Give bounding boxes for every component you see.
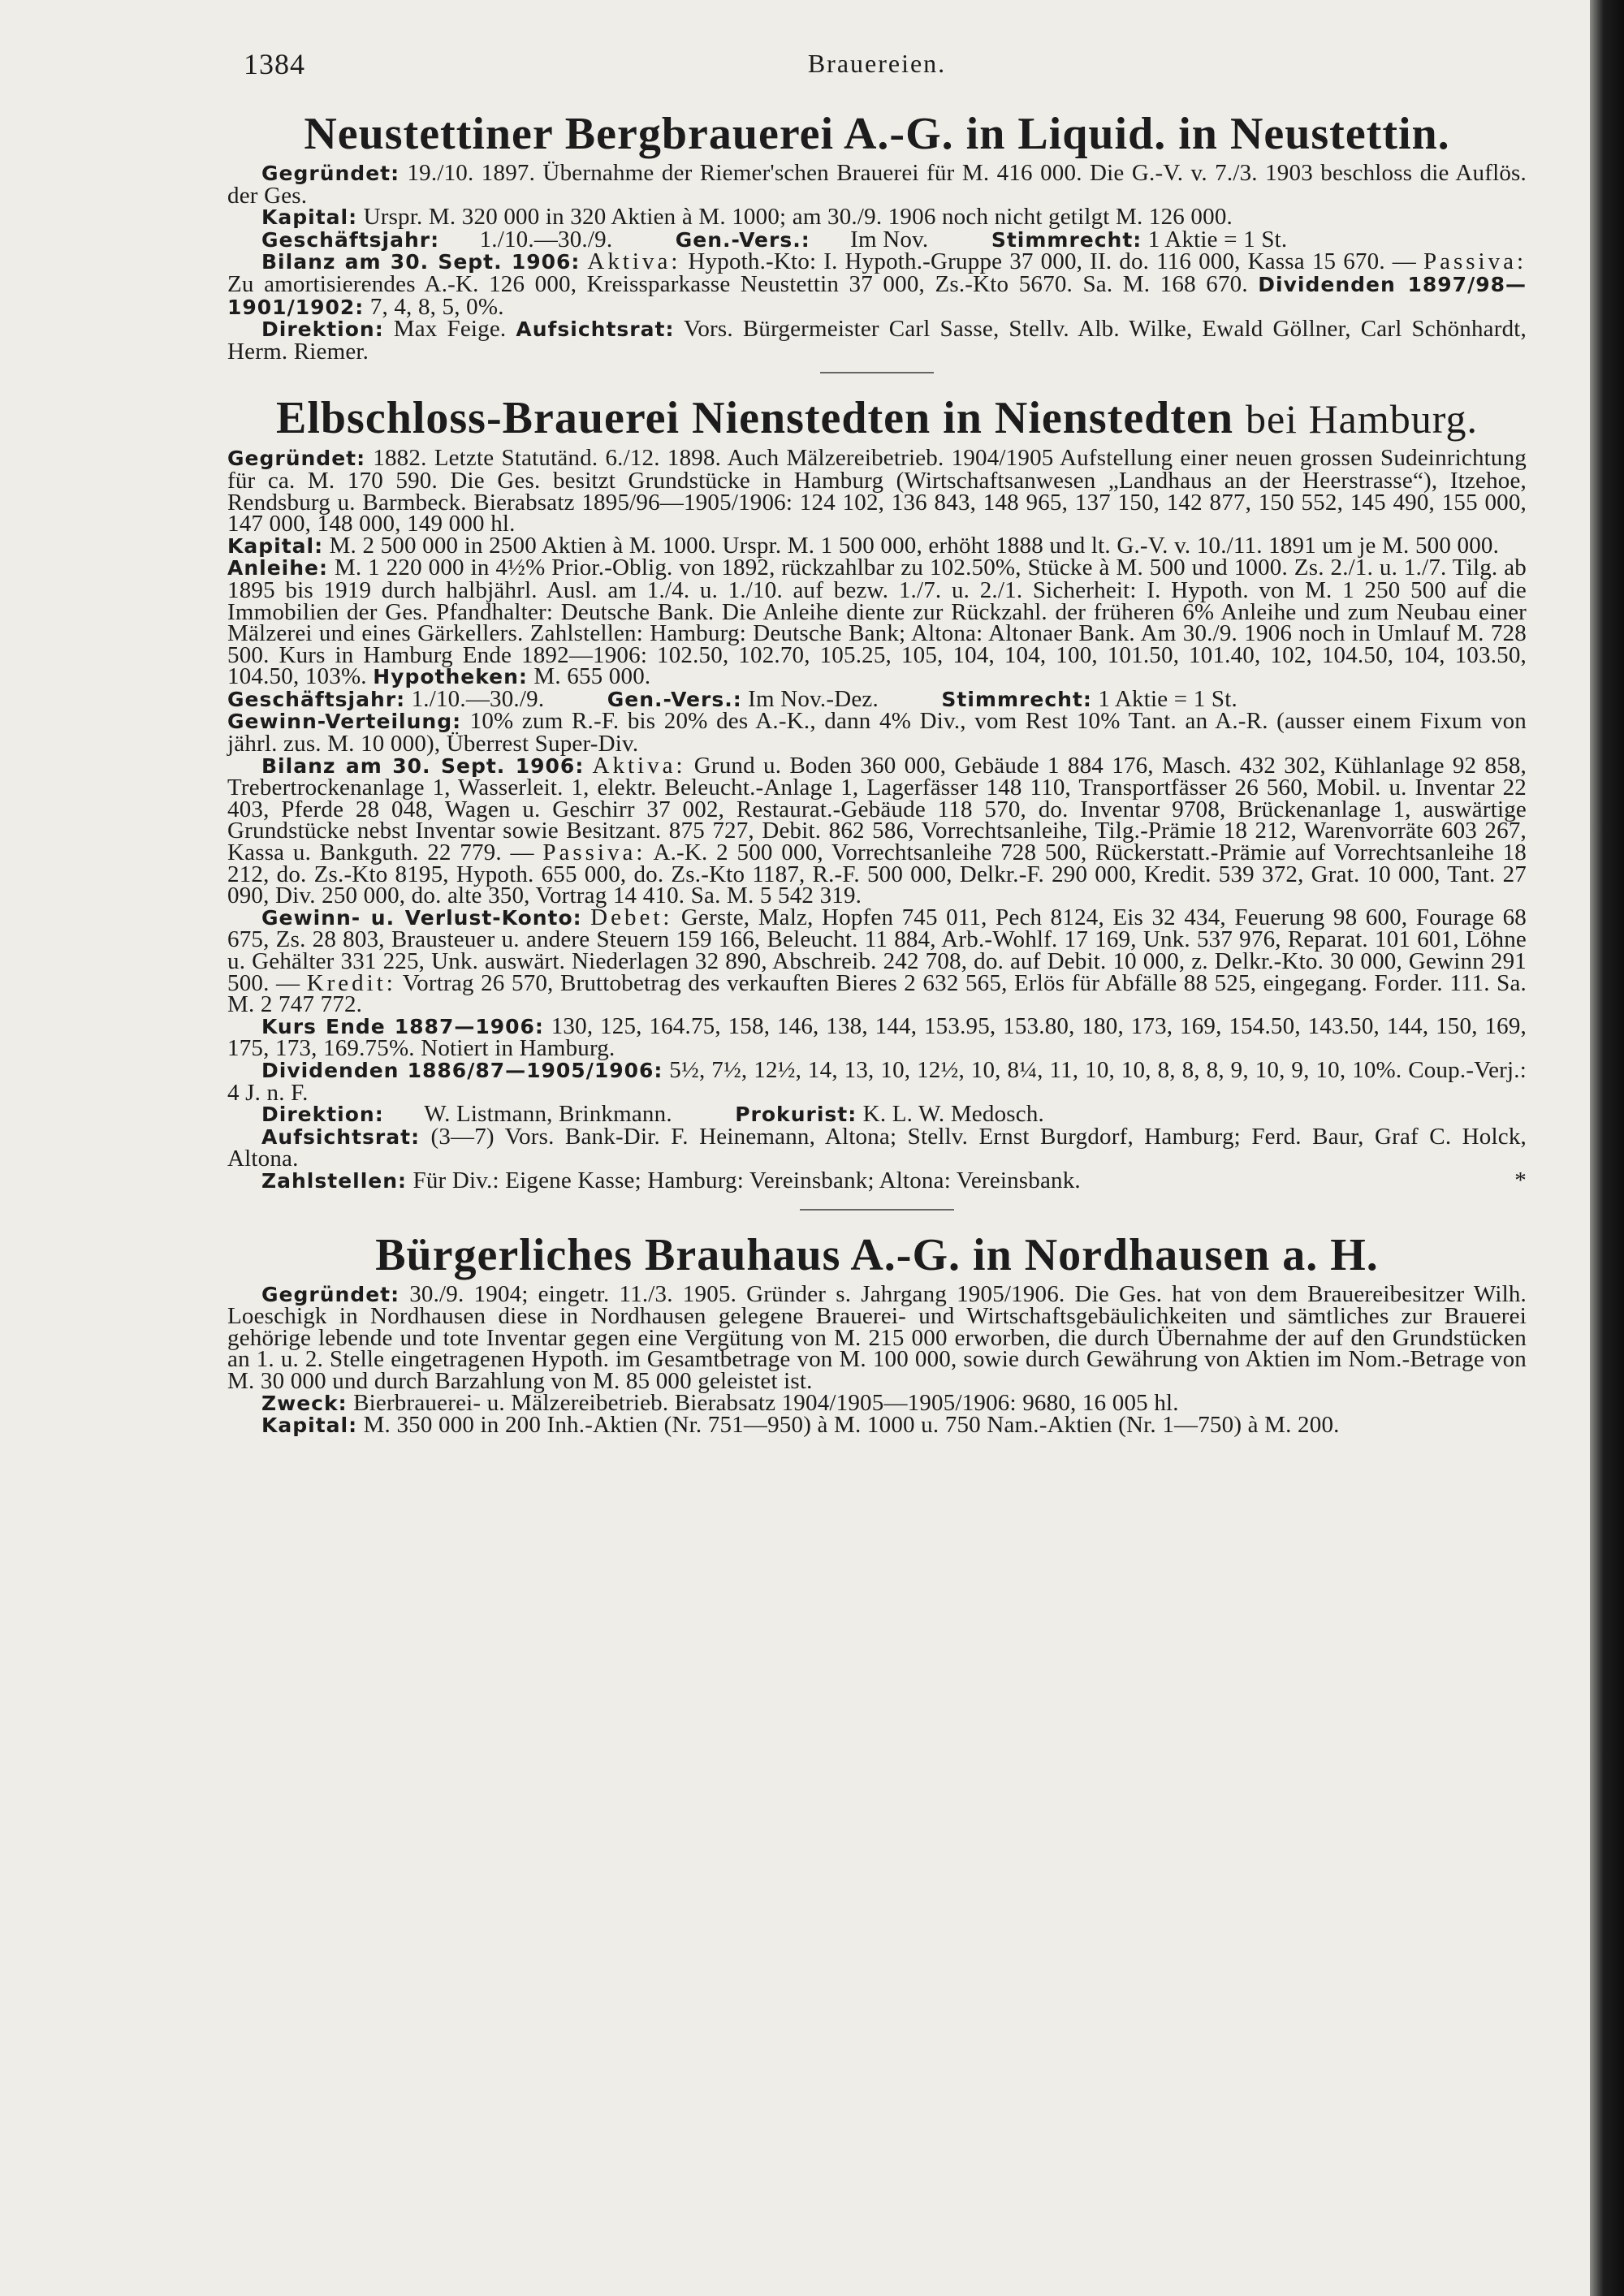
gegruendet-text: 19./10. 1897. Übernahme der Riemer'schen Brauerei für M. 416 000. Die G.-V. v. 7./3. 1903 beschloss die Auflös. der Ges. <box>227 160 1527 209</box>
direktion-paragraph <box>227 1103 1527 1126</box>
passiva-text: A.-K. 2 500 000, Vorrechtsanleihe 728 500, Rückerstatt.-Prämie auf Vorrechtsanleihe 18 212, do. Zs.-Kto 8195, Hypoth. 655 000, do. Zs.-Kto 1187, R.-F. 500 000, Delkr.-F. 290 000, Kredit. 539 372, Grat. 10 000, Tant. 27 090, Div. 250 000, do. alte 350, Vortrag 14 410. Sa. M. 5 542 319. <box>227 839 1527 909</box>
kapital-label: Kapital: <box>261 205 358 230</box>
kurs-paragraph <box>227 1012 1527 1062</box>
geschaeftsjahr-paragraph <box>227 226 1527 252</box>
scan-edge <box>1590 0 1624 2296</box>
aktiva-label: Aktiva: <box>592 752 686 779</box>
genvers-label: Gen.-Vers.: <box>675 227 810 252</box>
direktion-paragraph <box>227 316 1527 365</box>
kurs-label: Kurs Ende 1887—1906: <box>261 1014 544 1038</box>
dividenden-label: Dividenden 1886/87—1905/1906: <box>261 1058 663 1082</box>
zahlstellen-text: Für Div.: Eigene Kasse; Hamburg: Vereinsbank; Altona: Vereinsbank. <box>412 1167 1081 1193</box>
geschaeftsjahr-paragraph <box>227 685 1527 712</box>
gegruendet-label: Gegründet: <box>227 447 366 471</box>
text-column <box>227 106 1527 1437</box>
page-number: 1384 <box>244 48 305 80</box>
kredit-label: Kredit: <box>306 969 396 996</box>
stimmrecht-text: 1 Aktie = 1 St. <box>1098 685 1237 712</box>
stimmrecht-text: 1 Aktie = 1 St. <box>1147 226 1288 252</box>
kapital-paragraph <box>227 206 1527 229</box>
geschaeftsjahr-text: 1./10.—30./9. <box>479 226 613 252</box>
aufsichtsrat-label: Aufsichtsrat: <box>516 317 675 342</box>
entry-title <box>227 390 1527 447</box>
kapital-text: M. 2 500 000 in 2500 Aktien à M. 1000. Urspr. M. 1 500 000, erhöht 1888 und lt. G.-V. v. 10./11. 1891 um je M. 500 000. <box>329 532 1500 559</box>
stimmrecht-label: Stimmrecht: <box>941 687 1092 711</box>
entry-nordhausen <box>227 1227 1527 1437</box>
geschaeftsjahr-label: Geschäftsjahr: <box>227 687 406 711</box>
hypotheken-text: M. 655 000. <box>533 663 651 690</box>
zweck-label: Zweck: <box>261 1391 348 1415</box>
entry-title-main: Elbschloss-Brauerei Nienstedten in Nienstedten <box>275 393 1233 444</box>
anleihe-text: M. 1 220 000 in 4½% Prior.-Oblig. von 1892, rückzahlbar zu 102.50%, Stücke à M. 500 und 1000. Zs. 2./1. u. 1./7. Tilg. ab 1895 bis 1919 durch halbjährl. Ausl. am 1./4. u. 1./10. auf bezw. 1./7. u. 2./1. Sicherheit: I. Hypoth. von M. 1 250 500 auf die Immobilien der Ges. Pfandhalter: Deutsche Bank. Die Anleihe diente zur Rückzahl. der früheren 6% Anleihe und zum Neubau einer Mälzerei und eines Gärkellers. Zahlstellen: Hamburg: Deutsche Bank; Altona: Altonaer Bank. Am 30./9. 1906 noch in Umlauf M. 728 500. Kurs in Hamburg Ende 1892—1906: 102.50, 102.70, 105.25, 105, 104, 104, 100, 101.50, 101.40, 102, 104.50, 104, 103.50, 104.50, 103%. <box>227 555 1527 690</box>
dividenden-text: 5½, 7½, 12½, 14, 13, 10, 12½, 10, 8¼, 11, 10, 10, 8, 8, 8, 9, 10, 9, 10, 10%. Coup.-Verj.: 4 J. n. F. <box>227 1056 1527 1106</box>
bilanz-label: Bilanz am 30. Sept. 1906: <box>261 753 585 778</box>
debet-label: Debet: <box>590 904 673 930</box>
aufsichtsrat-paragraph <box>227 1123 1527 1172</box>
stimmrecht-label: Stimmrecht: <box>991 227 1142 252</box>
aktiva-text: Hypoth.-Kto: I. Hypoth.-Gruppe 37 000, II. do. 116 000, Kassa 15 670. — <box>688 248 1416 275</box>
zahlstellen-paragraph <box>227 1167 1527 1193</box>
bilanz-paragraph <box>227 752 1527 909</box>
kapital-label: Kapital: <box>227 533 324 558</box>
entry-title: Bürgerliches Brauhaus A.-G. in Nordhausen a. H. <box>375 1229 1379 1280</box>
direktion-label: Direktion: <box>261 317 384 342</box>
gegruendet-label: Gegründet: <box>261 1282 400 1306</box>
entry-title-sub: bei Hamburg. <box>1245 396 1479 442</box>
aktiva-text: Grund u. Boden 360 000, Gebäude 1 884 176, Masch. 432 302, Kühlanlage 92 858, Trebertrockenanlage 1, Wasserleit. 1, elektr. Beleucht.-Anlage 1, Lagerfässer 148 110, Transportfässer 26 560, Mobil. u. Inventar 22 403, Pferde 28 048, Wagen u. Geschirr 37 002, Restaurat.-Gebäude 118 570, do. Inventar 9708, Brückenanlage 1, auswärtige Grundstücke nebst Inventar sowie Besitzant. 875 727, Debit. 862 586, Vorrechtsanleihe, Tilg.-Prämie 18 212, Warenvorräte 603 267, Kassa u. Bankguth. 22 779. — <box>227 752 1527 866</box>
passiva-label: Passiva: <box>1423 248 1527 275</box>
dividenden-paragraph <box>227 1056 1527 1106</box>
gegruendet-text: 30./9. 1904; eingetr. 11./3. 1905. Gründer s. Jahrgang 1905/1906. Die Ges. hat von dem Brauereibesitzer Wilh. Loeschigk in Nordhausen diese in Nordhausen gelegene Brauerei- und Wirtschaftsgebäulichkeiten und sämtliches zur Brauerei gehörige lebende und tote Inventar gegen eine Vergütung von M. 215 000 erworben, die durch Übernahme der auf den Grundstücken an 1. u. 2. Stelle eingetragenen Hypoth. im Gesamtbetrage von M. 100 000, sowie durch Gewährung von Aktien im Nom.-Betrage von M. 30 000 und durch Barzahlung von M. 85 000 geleistet ist. <box>227 1280 1527 1394</box>
hypotheken-label: Hypotheken: <box>373 665 528 689</box>
entry-elbschloss <box>227 390 1527 1192</box>
direktion-text: W. Listmann, Brinkmann. <box>424 1101 672 1128</box>
gegruendet-paragraph <box>227 1280 1527 1394</box>
direktion-text: Max Feige. <box>393 316 507 343</box>
aufsichtsrat-text: (3—7) Vors. Bank-Dir. F. Heinemann, Altona; Stellv. Ernst Burgdorf, Hamburg; Ferd. Baur, Graf C. Holck, Altona. <box>227 1123 1527 1172</box>
aufsichtsrat-text: Vors. Bürgermeister Carl Sasse, Stellv. Alb. Wilke, Ewald Göllner, Carl Schönhardt, Herm. Riemer. <box>227 316 1527 365</box>
passiva-text: Zu amortisierendes A.-K. 126 000, Kreissparkasse Neustettin 37 000, Zs.-Kto 5670. Sa. M. 168 670. <box>227 270 1248 297</box>
guv-paragraph <box>227 904 1527 1018</box>
direktion-label: Direktion: <box>261 1103 384 1127</box>
kapital-text: Urspr. M. 320 000 in 320 Aktien à M. 1000; am 30./9. 1906 noch nicht getilgt M. 126 000. <box>363 204 1233 231</box>
running-title: Brauereien. <box>807 49 947 78</box>
dividenden-label: Dividenden 1897/98—1901/1902: <box>227 272 1527 319</box>
entry-title: Neustettiner Bergbrauerei A.-G. in Liquid. in Neustettin. <box>304 109 1450 159</box>
entry-neustettiner <box>227 106 1527 365</box>
aktiva-label: Aktiva: <box>587 248 681 275</box>
kapital-text: M. 350 000 in 200 Inh.-Aktien (Nr. 751—950) à M. 1000 u. 750 Nam.-Aktien (Nr. 1—750) à M. 200. <box>363 1412 1340 1439</box>
gegruendet-label: Gegründet: <box>261 162 400 185</box>
kapital-paragraph <box>227 532 1527 559</box>
gegruendet-paragraph <box>227 160 1527 209</box>
kredit-text: Vortrag 26 570, Bruttobetrag des verkauften Bieres 2 632 565, Erlös für Abfälle 88 525, eingegang. Forder. 111. Sa. M. 2 747 772. <box>227 969 1527 1018</box>
genvers-text: Im Nov.-Dez. <box>748 685 879 712</box>
gegruendet-paragraph <box>227 445 1527 537</box>
debet-text: Gerste, Malz, Hopfen 745 011, Pech 8124, Eis 32 434, Feuerung 98 600, Fourage 68 675, Zs. 28 803, Brausteuer u. andere Steuern 159 166, Beleucht. 11 884, Arb.-Wohlf. 17 169, Unk. 537 976, Reparat. 101 601, Löhne u. Gehälter 331 225, Unk. auswärt. Niederlagen 32 890, Abschreib. 242 708, do. auf Debit. 10 000, z. Delkr.-Kto. 30 000, Gewinn 291 500. — <box>227 904 1527 996</box>
dividenden-text: 7, 4, 8, 5, 0%. <box>369 293 504 320</box>
section-divider <box>820 372 934 373</box>
zweck-text: Bierbrauerei- u. Mälzereibetrieb. Bierabsatz 1904/1905—1905/1906: 9680, 16 005 hl. <box>353 1389 1179 1416</box>
page-header <box>244 47 1510 83</box>
section-divider <box>800 1209 954 1211</box>
kapital-label: Kapital: <box>261 1413 358 1438</box>
passiva-label: Passiva: <box>542 839 646 866</box>
guv-label: Gewinn- u. Verlust-Konto: <box>261 905 582 930</box>
bilanz-paragraph <box>227 248 1527 320</box>
geschaeftsjahr-label: Geschäftsjahr: <box>261 227 440 252</box>
anleihe-label: Anleihe: <box>227 556 328 580</box>
bilanz-label: Bilanz am 30. Sept. 1906: <box>261 250 581 274</box>
genvers-text: Im Nov. <box>850 226 929 252</box>
kapital-paragraph <box>227 1414 1527 1437</box>
anleihe-paragraph <box>227 557 1527 688</box>
kurs-text: 130, 125, 164.75, 158, 146, 138, 144, 153.95, 153.80, 180, 173, 169, 154.50, 143.50, 144, 150, 169, 175, 173, 169.75%. Notiert in Hamburg. <box>227 1012 1527 1062</box>
zahlstellen-label: Zahlstellen: <box>261 1168 408 1193</box>
gewinnverteilung-text: 10% zum R.-F. bis 20% des A.-K., dann 4% Div., vom Rest 10% Tant. an A.-R. (ausser einem Fixum von jährl. zus. M. 10 000), Überrest Super-Div. <box>227 708 1527 757</box>
gewinnverteilung-paragraph <box>227 708 1527 757</box>
gewinnverteilung-label: Gewinn-Verteilung: <box>227 710 462 734</box>
prokurist-text: K. L. W. Medosch. <box>862 1101 1044 1128</box>
zweck-paragraph <box>227 1389 1527 1416</box>
star-mark: * <box>1514 1167 1527 1193</box>
aufsichtsrat-label: Aufsichtsrat: <box>261 1124 421 1149</box>
genvers-label: Gen.-Vers.: <box>607 687 742 711</box>
gegruendet-text: 1882. Letzte Statutänd. 6./12. 1898. Auch Mälzereibetrieb. 1904/1905 Aufstellung einer neuen grossen Sudeinrichtung für ca. M. 170 590. Die Ges. besitzt Grundstücke in Hamburg (Wirtschaftsanwesen „Landhaus an der Heerstrasse“), Itzehoe, Rendsburg u. Barmbeck. Bierabsatz 1895/96—1905/1906: 124 102, 136 843, 148 965, 137 150, 142 877, 150 552, 145 490, 155 000, 147 000, 148 000, 149 000 hl. <box>227 445 1527 537</box>
geschaeftsjahr-text: 1./10.—30./9. <box>411 685 545 712</box>
prokurist-label: Prokurist: <box>735 1103 857 1127</box>
